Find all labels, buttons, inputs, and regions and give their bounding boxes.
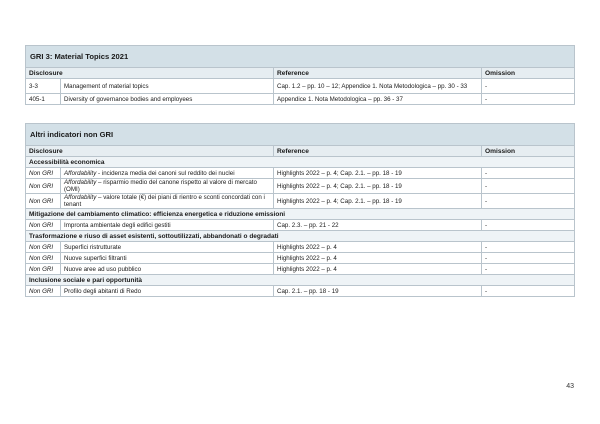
table-row [26, 94, 575, 105]
row-reference: Highlights 2022 – p. 4; Cap. 2.1. – pp. 18 - 19 [274, 168, 482, 179]
row-code: Non GRI [26, 194, 61, 209]
page-number: 43 [566, 383, 574, 390]
row-code: Non GRI [26, 220, 61, 231]
row-omission: - [482, 264, 575, 275]
table-title: Altri indicatori non GRI [26, 124, 575, 146]
row-text [61, 194, 274, 209]
row-desc: – risparmio medio del canone rispetto al valore di mercato (OMI) [64, 179, 257, 193]
row-code: Non GRI [26, 264, 61, 275]
row-code: Non GRI [26, 179, 61, 194]
table-row [26, 220, 575, 231]
row-text: Management of material topics [61, 79, 274, 94]
row-text [61, 179, 274, 194]
row-text: Nuove superfici filtranti [61, 253, 274, 264]
row-reference: Cap. 1.2 – pp. 10 – 12; Appendice 1. Nota Metodologica – pp. 30 - 33 [274, 79, 482, 94]
header-disclosure: Disclosure [26, 146, 274, 157]
section-title: Trasformazione e riuso di asset esistenti, sottoutilizzati, abbandonati o degradati [26, 231, 575, 242]
table-title: GRI 3: Material Topics 2021 [26, 46, 575, 68]
section-title: Accessibilità economica [26, 157, 575, 168]
row-code: 405-1 [26, 94, 61, 105]
header-disclosure: Disclosure [26, 68, 274, 79]
row-code: 3-3 [26, 79, 61, 94]
table-row [26, 194, 575, 209]
row-reference: Cap. 2.3. – pp. 21 - 22 [274, 220, 482, 231]
row-omission: - [482, 286, 575, 297]
row-code: Non GRI [26, 253, 61, 264]
gri3-table [25, 45, 575, 105]
row-code: Non GRI [26, 286, 61, 297]
table-row [26, 79, 575, 94]
row-omission: - [482, 168, 575, 179]
row-text: Diversity of governance bodies and employees [61, 94, 274, 105]
row-reference: Highlights 2022 – p. 4 [274, 242, 482, 253]
row-desc: – valore totale (€) dei piani di rientro e sconti concordati con i tenant [64, 194, 265, 208]
row-text [61, 168, 274, 179]
header-omission: Omission [482, 146, 575, 157]
row-label: Affordability [64, 179, 97, 186]
row-label: Affordability [64, 169, 97, 177]
row-text: Impronta ambientale degli edifici gestiti [61, 220, 274, 231]
row-omission: - [482, 94, 575, 105]
row-label: Affordability [64, 194, 97, 201]
row-omission: - [482, 194, 575, 209]
row-reference: Highlights 2022 – p. 4; Cap. 2.1. – pp. 18 - 19 [274, 179, 482, 194]
row-omission: - [482, 253, 575, 264]
row-desc: - incidenza media dei canoni sul reddito dei nuclei [96, 169, 235, 177]
header-reference: Reference [274, 146, 482, 157]
header-reference: Reference [274, 68, 482, 79]
row-omission: - [482, 242, 575, 253]
table-row [26, 264, 575, 275]
table-row [26, 168, 575, 179]
row-reference: Highlights 2022 – p. 4 [274, 264, 482, 275]
row-reference: Appendice 1. Nota Metodologica – pp. 36 - 37 [274, 94, 482, 105]
row-omission: - [482, 179, 575, 194]
row-text: Nuove aree ad uso pubblico [61, 264, 274, 275]
row-omission: - [482, 79, 575, 94]
table-row [26, 242, 575, 253]
row-text: Superfici ristrutturate [61, 242, 274, 253]
section-title: Mitigazione del cambiamento climatico: efficienza energetica e riduzione emissioni [26, 209, 575, 220]
row-code: Non GRI [26, 168, 61, 179]
table-row [26, 286, 575, 297]
table-row [26, 253, 575, 264]
row-reference: Cap. 2.1. – pp. 18 - 19 [274, 286, 482, 297]
row-omission: - [482, 220, 575, 231]
section-title: Inclusione sociale e pari opportunità [26, 275, 575, 286]
non-gri-table [25, 123, 575, 297]
table-row [26, 179, 575, 194]
header-omission: Omission [482, 68, 575, 79]
row-reference: Highlights 2022 – p. 4; Cap. 2.1. – pp. 18 - 19 [274, 194, 482, 209]
row-reference: Highlights 2022 – p. 4 [274, 253, 482, 264]
row-text: Profilo degli abitanti di Redo [61, 286, 274, 297]
row-code: Non GRI [26, 242, 61, 253]
